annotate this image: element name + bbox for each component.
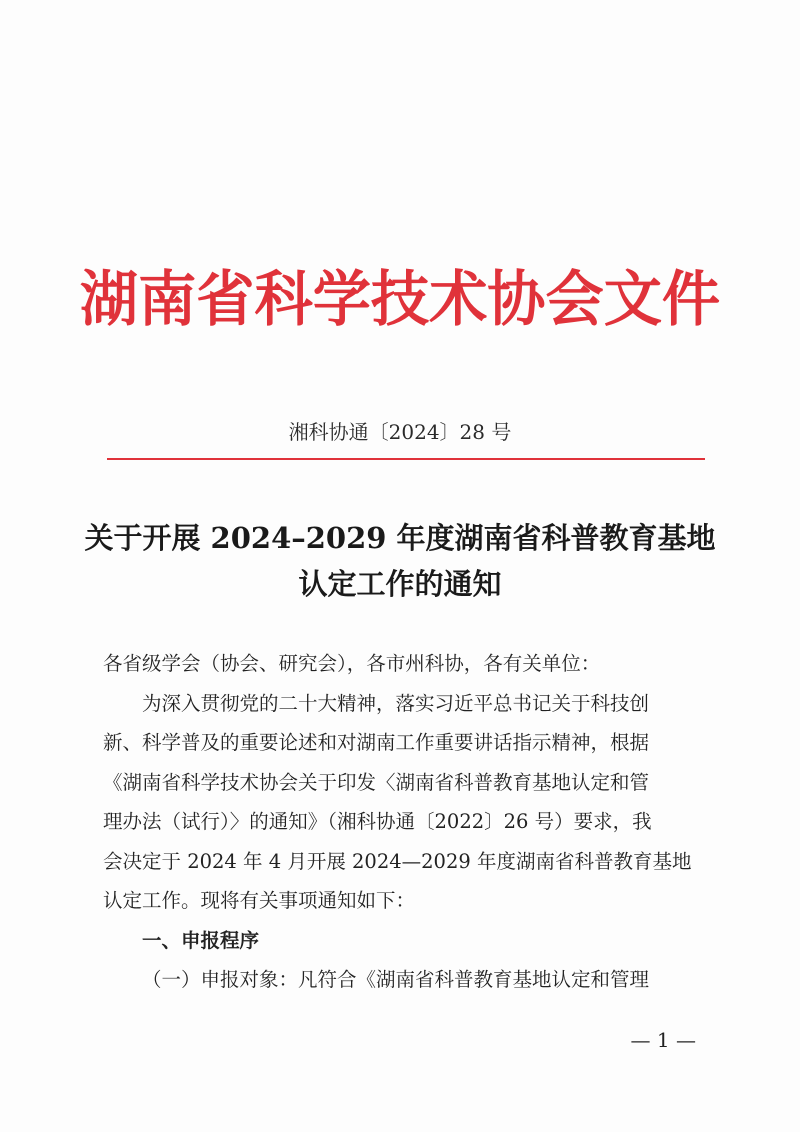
page-number: — 1 — — [630, 1028, 696, 1052]
paragraph-line-2: 新、科学普及的重要论述和对湖南工作重要讲话指示精神，根据 — [103, 731, 650, 754]
paragraph-line-3: 《湖南省科学技术协会关于印发〈湖南省科普教育基地认定和管 — [103, 770, 650, 794]
org-header-title: 湖南省科学技术协会文件 — [79, 265, 721, 335]
notice-title-line-2: 认定工作的通知 — [298, 567, 502, 601]
notice-title — [0, 515, 800, 607]
paragraph-line-6: 认定工作。现将有关事项通知如下： — [103, 889, 416, 912]
paragraph-line-1: 为深入贯彻党的二十大精神，落实习近平总书记关于科技创 — [142, 691, 650, 715]
subsection-line: （一）申报对象：凡符合《湖南省科普教育基地认定和管理 — [142, 968, 650, 991]
salutation: 各省级学会（协会、研究会），各市州科协，各有关单位： — [103, 652, 601, 675]
document-number: 湘科协通〔2024〕28 号 — [288, 420, 512, 444]
paragraph-line-5: 会决定于 2024 年 4 月开展 2024—2029 年度湖南省科普教育基地 — [103, 849, 692, 873]
paragraph-line-4: 理办法（试行）〉的通知》（湘科协通〔2022〕26 号）要求，我 — [103, 810, 652, 833]
notice-title-line-1: 关于开展 2024–2029 年度湖南省科普教育基地 — [84, 521, 716, 555]
section-heading: 一、申报程序 — [142, 928, 260, 952]
header-divider-red-line — [107, 458, 705, 460]
notice-body — [103, 644, 703, 1000]
